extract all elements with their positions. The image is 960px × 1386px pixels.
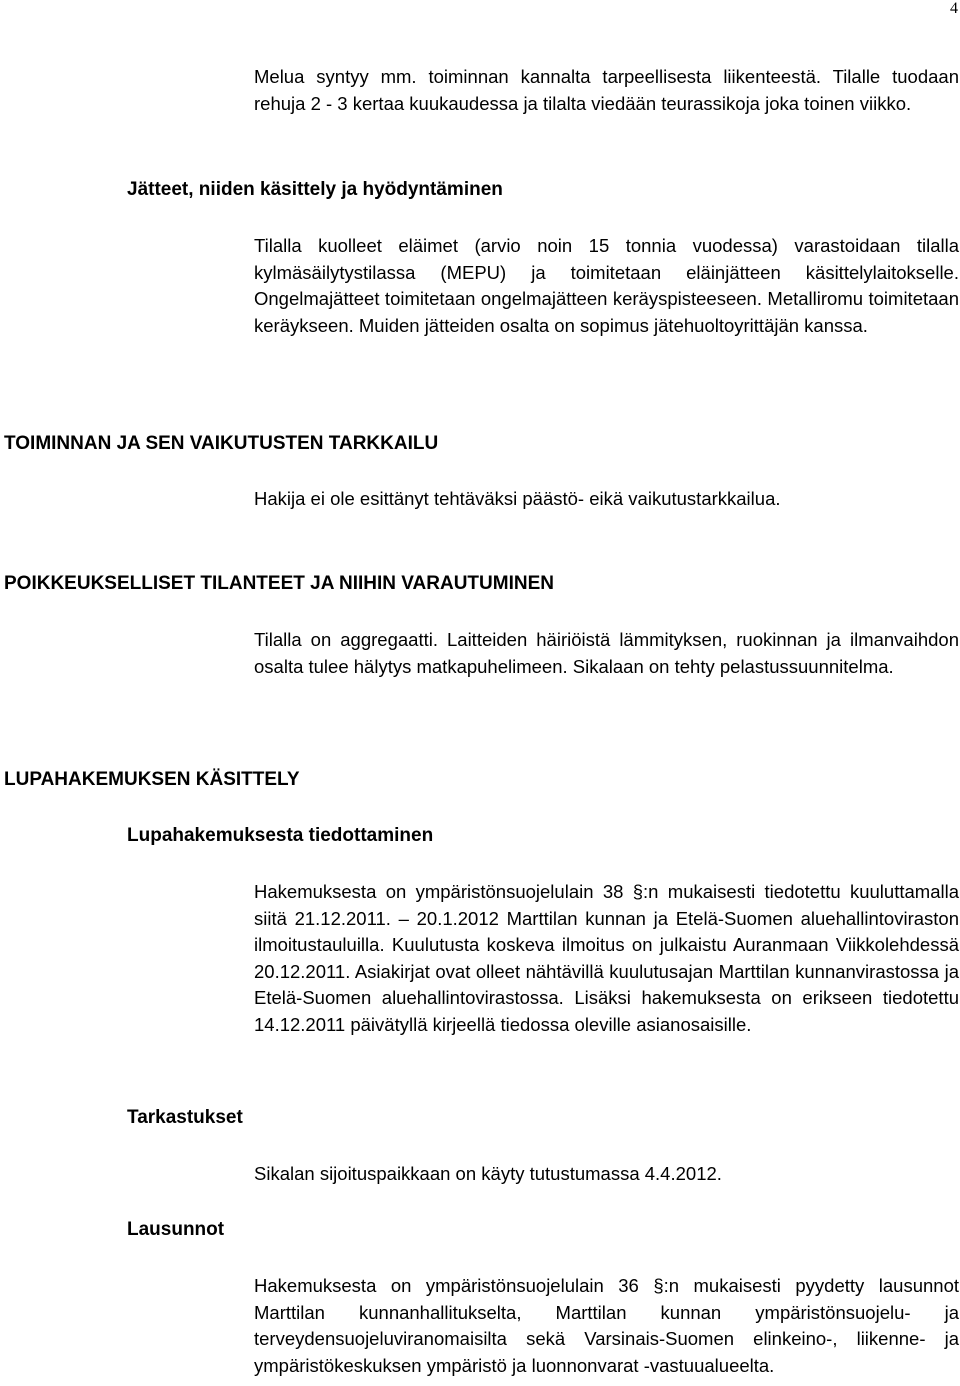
waste-paragraph: Tilalla kuolleet eläimet (arvio noin 15 tonnia vuodessa) varastoidaan tilalla kylmäsäilytystilassa (MEPU) ja toimitetaan eläinjätteen käsittelylaitokselle. Ongelmajätteet toimitetaan ongelmajätteen keräyspisteeseen. Metalliromu toimitetaan keräykseen. Muiden jätteiden osalta on sopimus jätehuoltoyrittäjän kanssa.: [254, 235, 959, 336]
exceptional-situations-paragraph: Tilalla on aggregaatti. Laitteiden häiriöistä lämmityksen, ruokinnan ja ilmanvaihdon osalta tulee hälytys matkapuhelimeen. Sikalaan on tehty pelastussuunnitelma.: [254, 629, 959, 677]
intro-paragraph: Melua syntyy mm. toiminnan kannalta tarpeellisesta liikenteestä. Tilalle tuodaan rehuja 2 - 3 kertaa kuukaudessa ja tilalta viedään teurassikoja joka toinen viikko.: [254, 66, 959, 114]
statements-heading: Lausunnot: [127, 1219, 225, 1240]
notification-paragraph: Hakemuksesta on ympäristönsuojelulain 38 §:n mukaisesti tiedotettu kuuluttamalla siitä 21.12.2011. – 20.1.2012 Marttilan kunnan ja Etelä-Suomen aluehallintoviraston ilmoitustauluilla. Kuulutusta koskeva ilmoitus on julkaistu Auranmaan Viikkolehdessä 20.12.2011. Asiakirjat ovat olleet nähtävillä kuulutusajan Marttilan kunnanvirastossa ja Etelä-Suomen aluehallintovirastossa. Lisäksi hakemuksesta on erikseen tiedotettu 14.12.2011 päivätyllä kirjeellä tiedossa oleville asianosaisille.: [254, 881, 959, 1035]
monitoring-paragraph: Hakija ei ole esittänyt tehtäväksi päästö- eikä vaikutustarkkailua.: [254, 488, 781, 509]
waste-heading: Jätteet, niiden käsittely ja hyödyntäminen: [127, 179, 503, 200]
page-number: 4: [950, 0, 958, 17]
exceptional-situations-heading: POIKKEUKSELLISET TILANTEET JA NIIHIN VARAUTUMINEN: [4, 573, 554, 594]
monitoring-heading: TOIMINNAN JA SEN VAIKUTUSTEN TARKKAILU: [4, 433, 439, 454]
inspections-paragraph: Sikalan sijoituspaikkaan on käyty tutustumassa 4.4.2012.: [254, 1163, 722, 1184]
processing-heading: LUPAHAKEMUKSEN KÄSITTELY: [4, 769, 300, 790]
statements-paragraph: Hakemuksesta on ympäristönsuojelulain 36 §:n mukaisesti pyydetty lausunnot Marttilan kunnanhallitukselta, Marttilan kunnan ympäristönsuojelu- ja terveydensuojeluviranomaisilta sekä Varsinais-Suomen elinkeino-, liikenne- ja ympäristökeskuksen ympäristö ja luonnonvarat -vastuualueelta.: [254, 1275, 959, 1376]
inspections-heading: Tarkastukset: [127, 1107, 243, 1128]
notification-heading: Lupahakemuksesta tiedottaminen: [127, 825, 434, 846]
